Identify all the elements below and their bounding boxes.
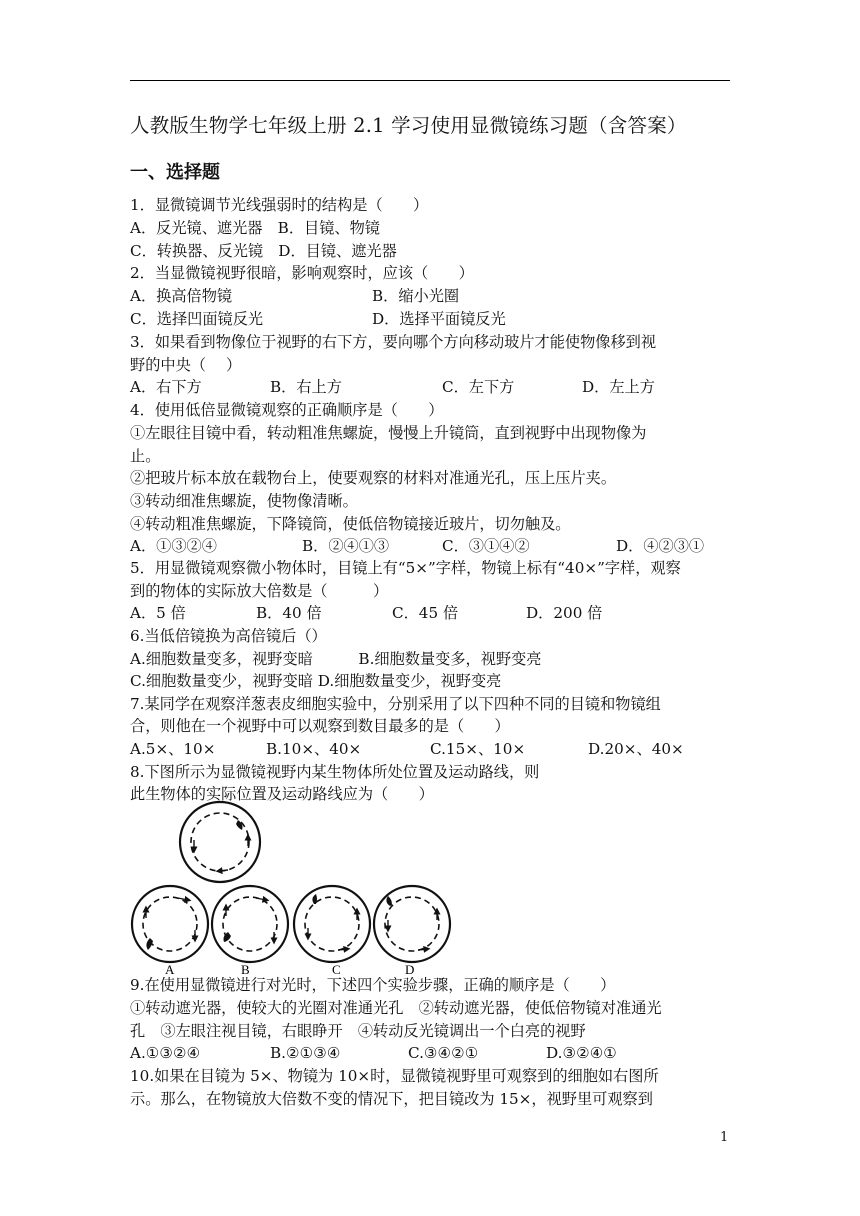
question-7-stem-line2: 合，则他在一个视野中可以观察到数目最多的是（ ）: [130, 717, 510, 735]
question-7-option-d: D.20×、40×: [588, 740, 684, 758]
question-1-options-cd: C．转换器、反光镜 D．目镜、遮光器: [130, 242, 397, 260]
question-9-option-c: C.③④②①: [408, 1044, 479, 1062]
question-6-options-ab: A.细胞数量变多，视野变暗 B.细胞数量变多，视野变亮: [130, 650, 542, 668]
question-7-stem-line1: 7.某同学在观察洋葱表皮细胞实验中，分别采用了以下四种不同的目镜和物镜组: [130, 695, 661, 713]
header-rule: [130, 80, 730, 81]
question-8-stem-line2: 此生物体的实际位置及运动路线应为（ ）: [130, 785, 434, 803]
question-3-option-a: A．右下方: [130, 378, 202, 396]
question-4-option-d: D．④②③①: [616, 537, 705, 555]
question-3-stem-line2: 野的中央（ ）: [130, 356, 242, 374]
reference-field-circle: [180, 802, 260, 882]
question-9-stem: 9.在使用显微镜进行对光时，下述四个实验步骤，正确的顺序是（ ）: [130, 976, 616, 994]
figure-label-d: D: [405, 962, 415, 977]
question-5-option-d: D．200 倍: [526, 604, 603, 622]
question-10-stem-line2: 示。那么，在物镜放大倍数不变的情况下，把目镜改为 15×，视野里可观察到: [130, 1090, 653, 1108]
question-9-option-a: A.①③②④: [130, 1044, 201, 1062]
question-5-stem-line2: 到的物体的实际放大倍数是（ ）: [130, 582, 389, 600]
question-2-option-b: B．缩小光圈: [372, 287, 460, 305]
question-4-option-a: A．①③②④: [130, 537, 217, 555]
option-c-field-circle: [294, 886, 370, 962]
question-5-option-c: C．45 倍: [392, 604, 459, 622]
question-7-option-b: B.10×、40×: [266, 740, 362, 758]
question-7-option-c: C.15×、10×: [430, 740, 526, 758]
question-5-option-b: B．40 倍: [256, 604, 322, 622]
question-2-stem: 2．当显微镜视野很暗，影响观察时，应该（ ）: [130, 264, 474, 282]
question-8-stem-line1: 8.下图所示为显微镜视野内某生物体所处位置及运动路线，则: [130, 763, 540, 781]
question-9-option-d: D.③②④①: [546, 1044, 617, 1062]
question-4-step4: ④转动粗准焦螺旋，下降镜筒，使低倍物镜接近玻片，切勿触及。: [130, 515, 571, 533]
option-a-field-circle: [132, 886, 208, 962]
option-d-field-circle: [374, 886, 450, 962]
document-title: 人教版生物学七年级上册 2.1 学习使用显微镜练习题（含答案）: [130, 114, 687, 137]
question-3-option-d: D．左上方: [582, 378, 655, 396]
question-1-stem: 1．显微镜调节光线强弱时的结构是（ ）: [130, 196, 429, 214]
question-9-steps-line1: ①转动遮光器，使较大的光圈对准通光孔 ②转动遮光器，使低倍物镜对准通光: [130, 999, 662, 1017]
question-4-option-b: B．②④①③: [302, 537, 390, 555]
question-7-option-a: A.5×、10×: [130, 740, 216, 758]
question-9-option-b: B.②①③④: [270, 1044, 341, 1062]
question-2-option-c: C．选择凹面镜反光: [130, 310, 264, 328]
question-3-option-b: B．右上方: [270, 378, 342, 396]
question-1-options-ab: A．反光镜、遮光器 B．目镜、物镜: [130, 219, 380, 237]
figure-label-c: C: [332, 962, 341, 977]
question-5-option-a: A．5 倍: [130, 604, 186, 622]
question-5-stem-line1: 5．用显微镜观察微小物体时，目镜上有“5×”字样，物镜上标有“40×”字样，观察: [130, 559, 681, 577]
figure-label-a: A: [165, 962, 175, 977]
page-number: 1: [720, 1130, 729, 1145]
option-b-field-circle: [212, 886, 288, 962]
question-4-step1-line2: 止。: [130, 447, 161, 465]
question-4-option-c: C．③①④②: [442, 537, 530, 555]
question-4-stem: 4．使用低倍显微镜观察的正确顺序是（ ）: [130, 401, 444, 419]
question-10-stem-line1: 10.如果在目镜为 5×、物镜为 10×时，显微镜视野里可观察到的细胞如右图所: [130, 1067, 659, 1085]
question-4-step3: ③转动细准焦螺旋，使物像清晰。: [130, 492, 358, 510]
question-6-stem: 6.当低倍镜换为高倍镜后（）: [130, 627, 327, 645]
question-2-option-a: A．换高倍物镜: [130, 287, 233, 305]
question-3-option-c: C．左下方: [442, 378, 515, 396]
question-4-step1-line1: ①左眼往目镜中看，转动粗准焦螺旋，慢慢上升镜筒，直到视野中出现物像为: [130, 424, 647, 442]
question-3-stem-line1: 3．如果看到物像位于视野的右下方，要向哪个方向移动玻片才能使物像移到视: [130, 333, 657, 351]
figure-label-b: B: [241, 962, 250, 977]
section-heading: 一、选择题: [130, 162, 220, 183]
question-4-step2: ②把玻片标本放在载物台上，使要观察的材料对准通光孔，压上压片夹。: [130, 469, 616, 487]
question-9-steps-line2: 孔 ③左眼注视目镜，右眼睁开 ④转动反光镜调出一个白亮的视野: [130, 1022, 586, 1040]
microscope-field-figure: [128, 800, 458, 978]
question-2-option-d: D．选择平面镜反光: [372, 310, 506, 328]
question-6-options-cd: C.细胞数量变少，视野变暗 D.细胞数量变少，视野变亮: [130, 672, 502, 690]
